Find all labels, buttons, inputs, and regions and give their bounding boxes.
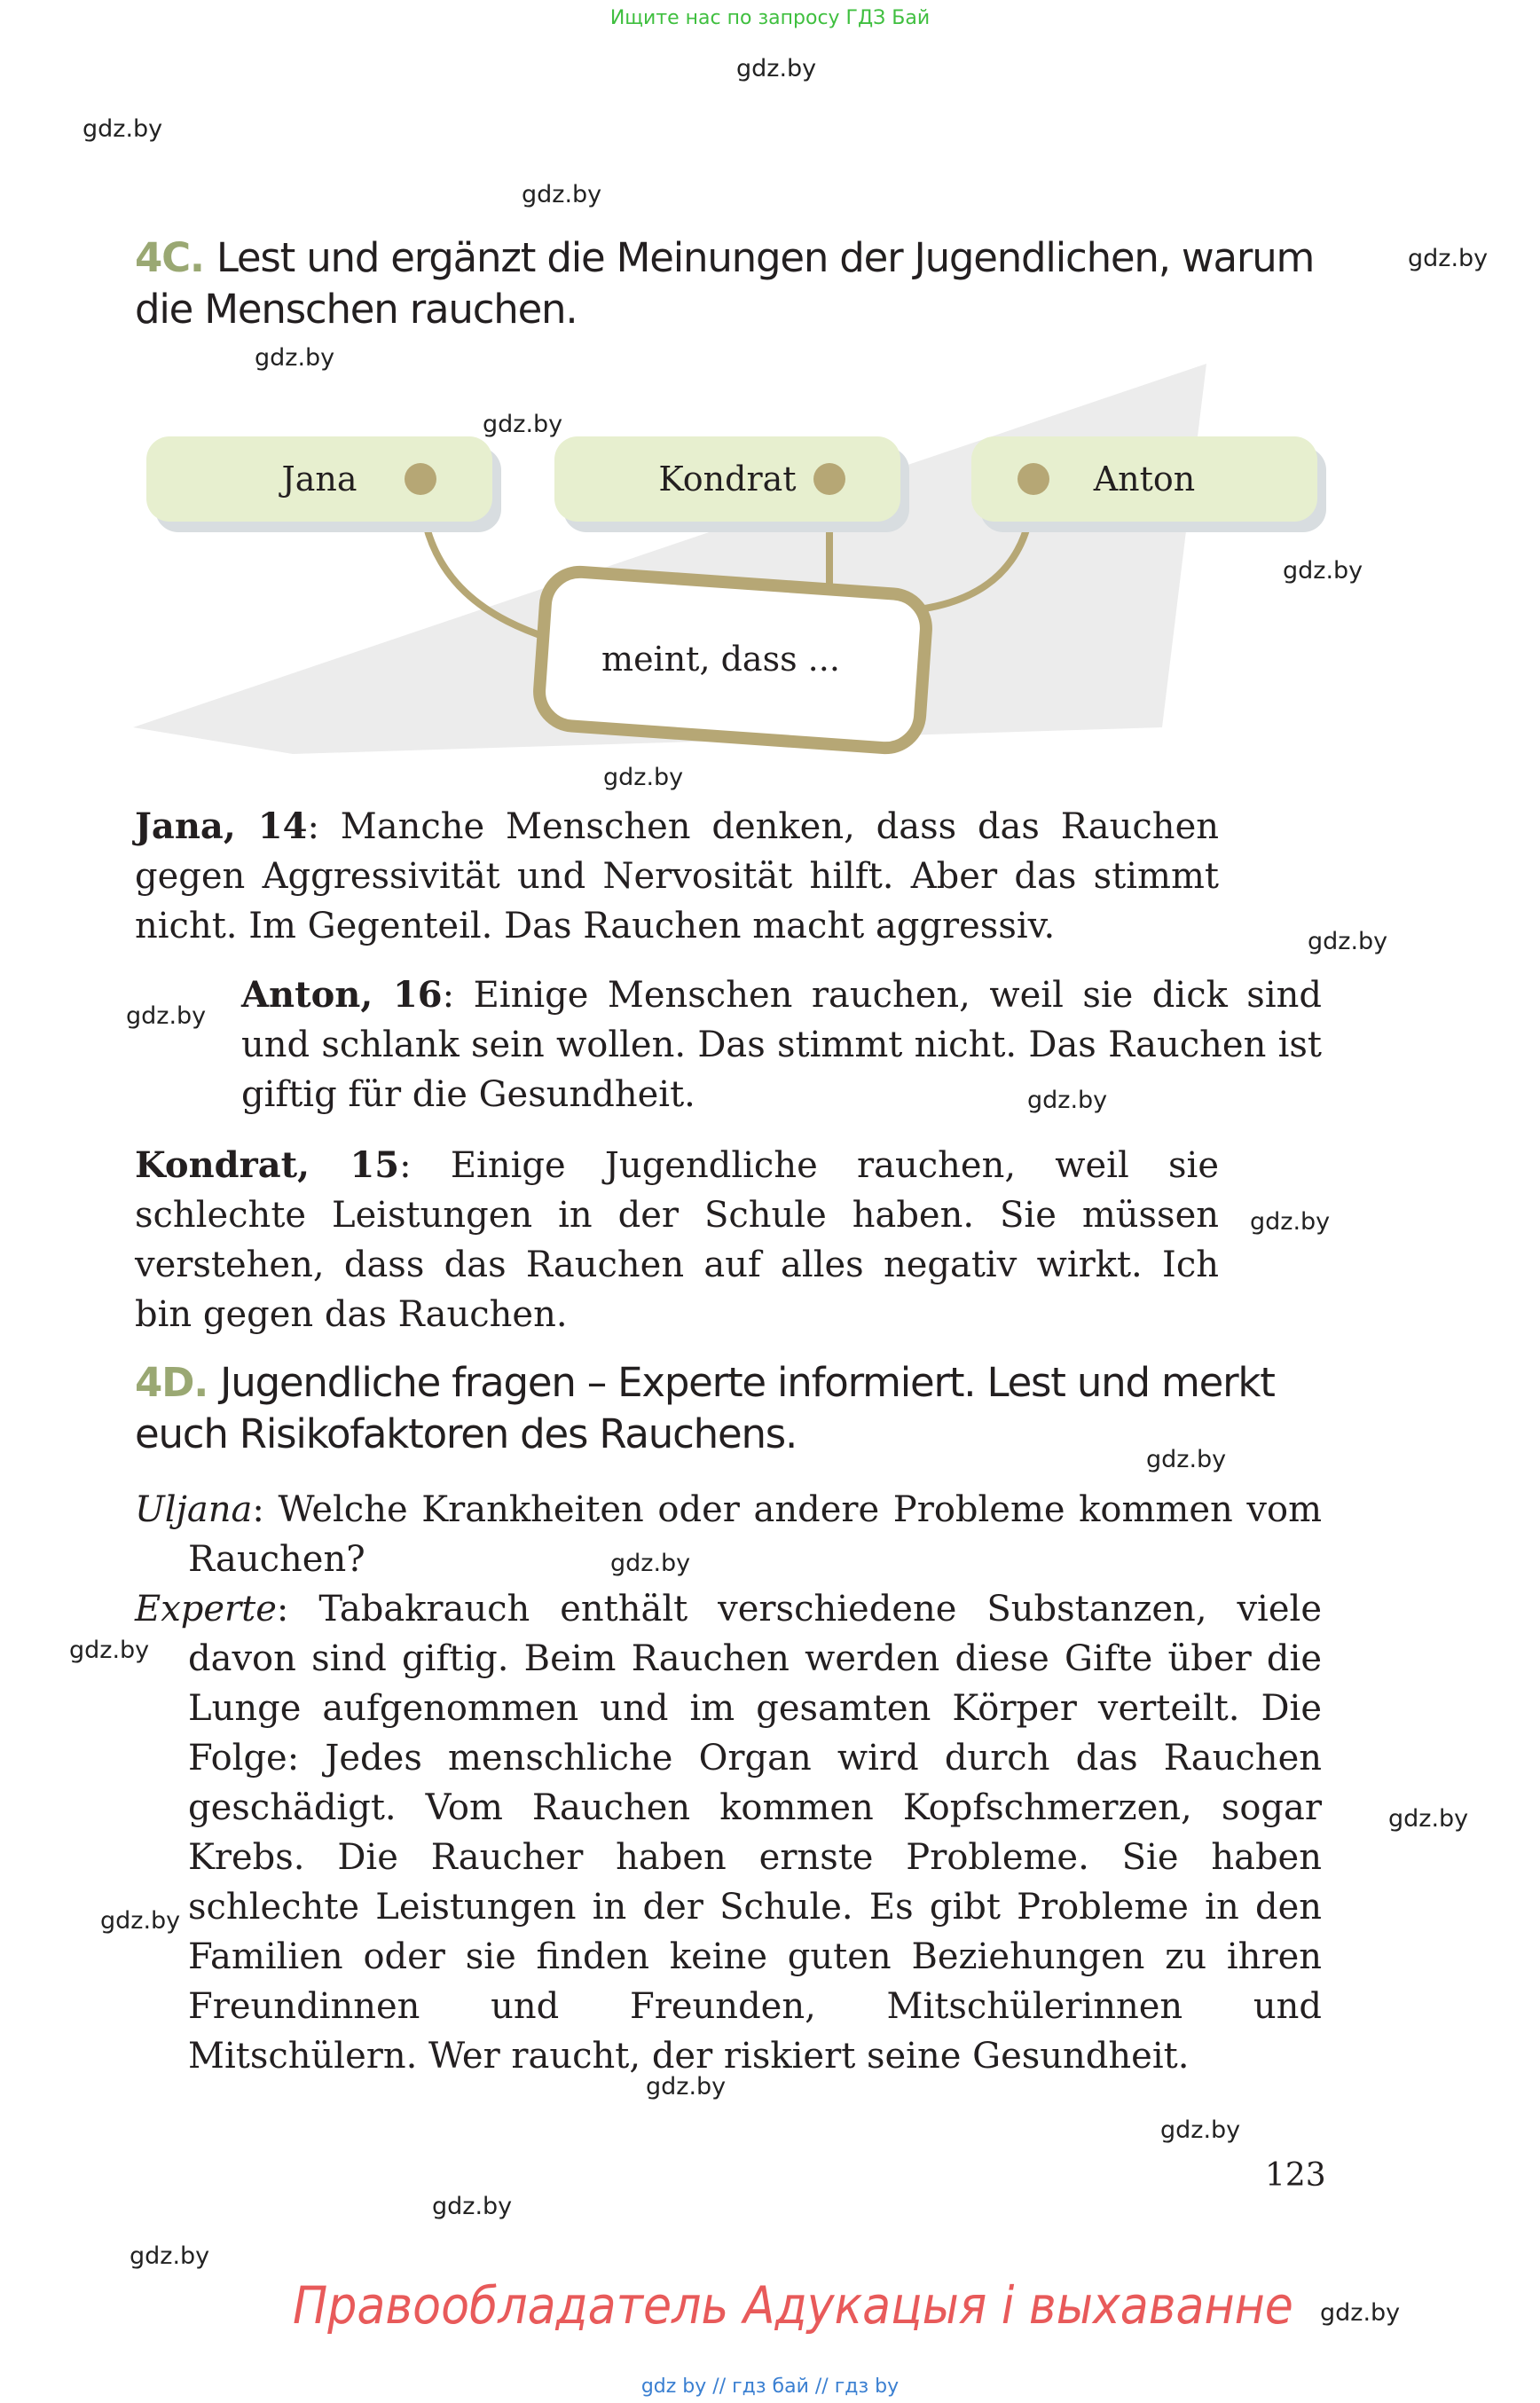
watermark: gdz.by <box>483 411 563 438</box>
watermark: gdz.by <box>1160 2116 1241 2144</box>
connector-dots <box>0 444 1540 514</box>
watermark: gdz.by <box>1388 1805 1469 1833</box>
connector-dot <box>813 463 845 495</box>
name-label: Jana <box>281 459 358 499</box>
watermark: gdz.by <box>130 2242 210 2270</box>
watermark: gdz.by <box>1320 2299 1401 2327</box>
exercise-title: Lest und ergänzt die Meinungen der Jugendlichen, warum die Menschen rauchen. <box>135 234 1315 333</box>
watermark: gdz.by <box>1283 557 1363 585</box>
watermark: gdz.by <box>432 2193 513 2220</box>
opinion-jana: Jana, 14: Manche Menschen denken, dass das Rauchen gegen Aggressivität und Nervosität hilft. Aber das stimmt nicht. Im Gegenteil. Das Rauchen macht aggressiv. <box>135 805 1220 946</box>
speech-bubble <box>530 563 935 758</box>
watermark: gdz.by <box>522 181 602 208</box>
connector-dot <box>1018 463 1049 495</box>
exercise-number: 4C. <box>135 234 204 281</box>
watermark: gdz.by <box>610 1550 691 1577</box>
exercise-number: 4D. <box>135 1359 208 1406</box>
speaker-name: Anton, 16 <box>241 974 443 1016</box>
speaker-name: Uljana <box>135 1489 253 1530</box>
watermark: gdz.by <box>603 764 684 791</box>
exercise-4d-heading <box>135 1357 1341 1460</box>
opinion-text: Einige Jugendliche rauchen, weil sie schlechte Leistungen in der Schule haben. Sie müssen verstehen, dass das Rauchen auf alles negativ wirkt. Ich bin gegen das Rauchen. <box>135 1145 1219 1335</box>
rights-holder: Правообладатель Адукацыя і выхаванне <box>293 2275 1293 2336</box>
watermark: gdz.by <box>69 1637 150 1664</box>
watermark: gdz.by <box>1250 1208 1331 1236</box>
watermark: gdz.by <box>1146 1446 1227 1473</box>
opinion-kondrat: Kondrat, 15: Einige Jugendliche rauchen, weil sie schlechte Leistungen in der Schule haben. Sie müssen verstehen, dass das Rauchen auf alles negativ wirkt. Ich bin gegen das Rauchen. <box>135 1144 1219 1335</box>
speaker-name: Kondrat, 15 <box>135 1144 400 1186</box>
watermark: gdz.by <box>82 115 163 143</box>
watermark: gdz.by <box>736 55 817 82</box>
name-label: Anton <box>1093 459 1196 499</box>
top-note: Ищите нас по запросу ГДЗ Бай <box>609 7 931 29</box>
watermark: gdz.by <box>255 344 335 372</box>
dialogue-text: Welche Krankheiten oder andere Probleme kommen vom Rauchen? <box>188 1489 1322 1580</box>
speaker-name: Experte <box>135 1589 277 1629</box>
watermark: gdz.by <box>126 1002 207 1030</box>
connector-dot <box>405 463 436 495</box>
name-label: Kondrat <box>658 459 797 499</box>
dialogue <box>135 1485 1322 2081</box>
opinion-anton: Anton, 16: Einige Menschen rauchen, weil sie dick sind und schlank sein wollen. Das stimmt nicht. Das Rauchen ist giftig für die Gesundheit. <box>241 974 1322 1115</box>
bottom-note: gdz by // гдз бай // гдз by <box>640 2376 900 2398</box>
watermark: gdz.by <box>1408 245 1489 272</box>
watermark: gdz.by <box>100 1907 181 1935</box>
exercise-4c-heading <box>135 232 1341 335</box>
dialogue-text: Tabakrauch enthält verschiedene Substanzen, viele davon sind giftig. Beim Rauchen werden diese Gifte über die Lunge aufgenommen und im gesamten Körper verteilt. Die Folge: Jedes menschliche Organ wird durch das Rauchen geschädigt. Vom Rauchen kommen Kopfschmerzen, sogar Krebs. Die Raucher haben ernste Probleme. Sie haben schlechte Leistungen in der Schule. Es gibt Probleme in den Familien oder sie finden keine guten Beziehungen zu ihren Freundinnen und Freunden, Mitschülerinnen und Mitschülern. Wer raucht, der riskiert seine Gesundheit. <box>188 1589 1322 2077</box>
exercise-title: Jugendliche fragen – Experte informiert. Lest und merkt euch Risikofaktoren des Rauchens. <box>135 1359 1275 1457</box>
speaker-name: Jana, 14 <box>135 805 308 847</box>
bubble-text: meint, dass ... <box>601 640 840 679</box>
dialogue-line: Uljana: Welche Krankheiten oder andere Probleme kommen vom Rauchen? <box>135 1489 1322 1580</box>
opinion-text: Manche Menschen denken, dass das Rauchen gegen Aggressivität und Nervosität hilft. Aber das stimmt nicht. Im Gegenteil. Das Rauchen macht aggressiv. <box>135 806 1220 946</box>
watermark: gdz.by <box>1308 928 1388 955</box>
watermark: gdz.by <box>646 2073 727 2101</box>
watermark: gdz.by <box>1027 1087 1108 1114</box>
page-number: 123 <box>1265 2157 1326 2194</box>
opinion-text: Einige Menschen rauchen, weil sie dick sind und schlank sein wollen. Das stimmt nicht. Das Rauchen ist giftig für die Gesundheit. <box>241 975 1322 1115</box>
dialogue-line: Experte: Tabakrauch enthält verschiedene Substanzen, viele davon sind giftig. Beim Rauchen werden diese Gifte über die Lunge aufgenommen und im gesamten Körper verteilt. Die Folge: Jedes menschliche Organ wird durch das Rauchen geschädigt. Vom Rauchen kommen Kopfschmerzen, sogar Krebs. Die Raucher haben ernste Probleme. Sie haben schlechte Leistungen in der Schule. Es gibt Probleme in den Familien oder sie finden keine guten Beziehungen zu ihren Freundinnen und Freunden, Mitschülerinnen und Mitschülern. Wer raucht, der riskiert seine Gesundheit. <box>135 1589 1322 2077</box>
